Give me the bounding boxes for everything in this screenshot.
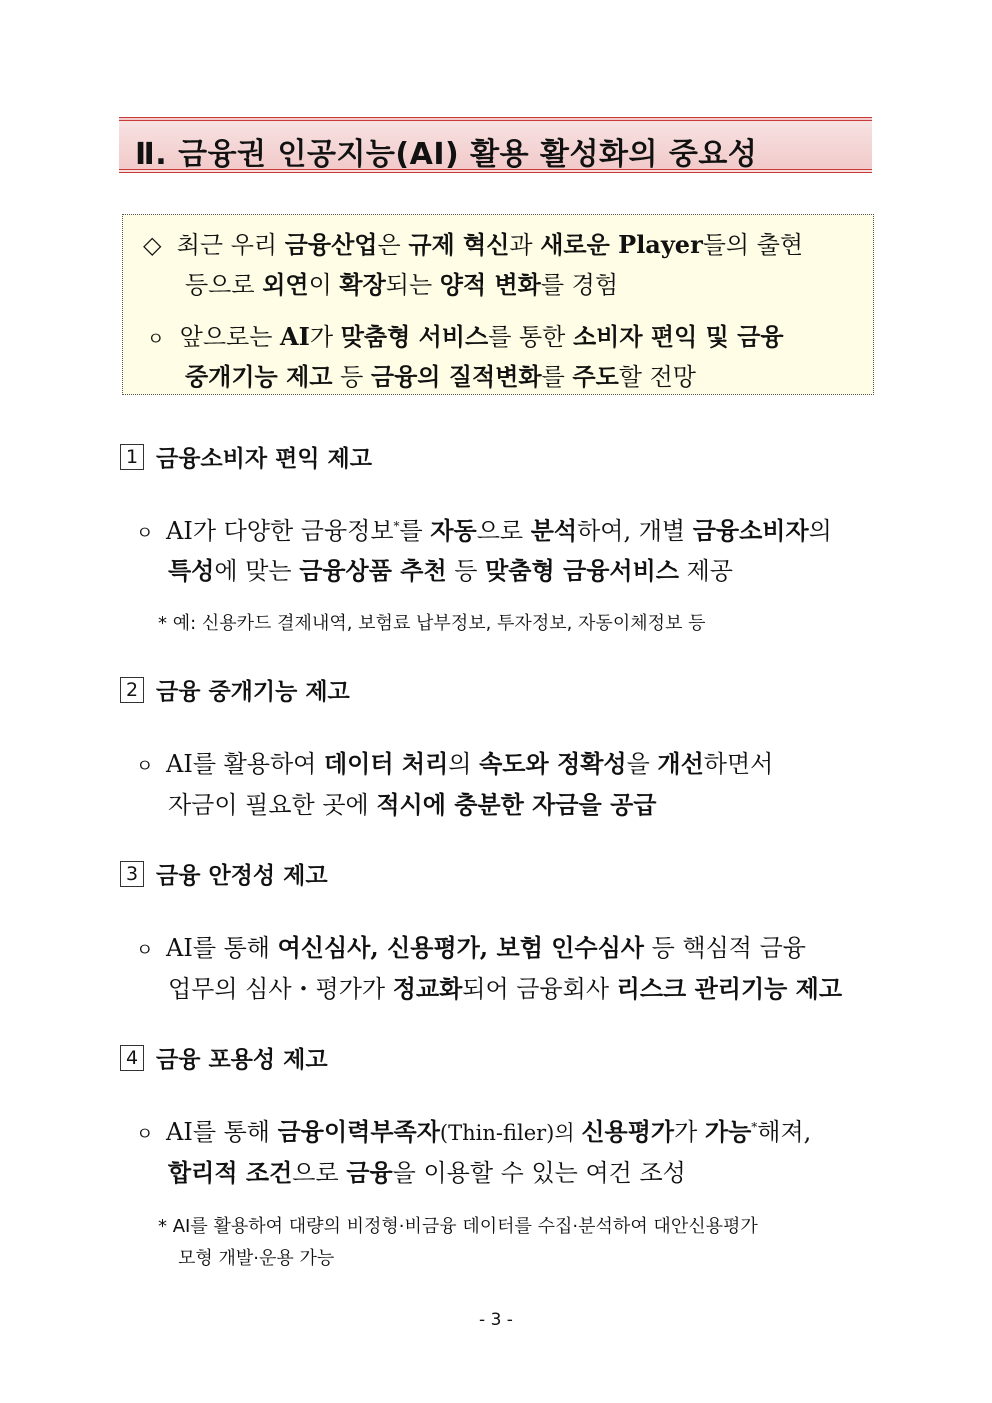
paragraph-line: 자금이 필요한 곳에 적시에 충분한 자금을 공급 <box>168 790 657 819</box>
paragraph-line: ㅇ AI가 다양한 금융정보*를 자동으로 분석하여, 개별 금융소비자의 <box>136 516 832 545</box>
section-heading-2 <box>120 673 350 703</box>
summary-line-3: ㅇ 앞으로는 AI가 맞춤형 서비스를 통한 소비자 편익 및 금융 <box>147 322 784 351</box>
paragraph-line: ㅇ AI를 통해 금융이력부족자(Thin-filer)의 신용평가가 가능*해져, <box>136 1117 812 1146</box>
section-number: 4 <box>120 1045 144 1071</box>
circle-bullet-icon: ㅇ <box>136 940 154 961</box>
footnote-continued: 모형 개발·운용 가능 <box>178 1248 335 1269</box>
footnote: * 예: 신용카드 결제내역, 보험료 납부정보, 투자정보, 자동이체정보 등 <box>158 613 706 634</box>
section-heading-1 <box>120 440 372 470</box>
summary-line-4: 중개기능 제고 등 금융의 질적변화를 주도할 전망 <box>185 362 696 391</box>
section-title-box <box>119 117 872 173</box>
section-heading-4 <box>120 1041 328 1071</box>
section-label: 금융 포용성 제고 <box>156 1047 328 1073</box>
diamond-bullet-icon: ◇ <box>143 231 162 259</box>
section-number: 3 <box>120 861 144 887</box>
paragraph-line: 업무의 심사・평가가 정교화되어 금융회사 리스크 관리기능 제고 <box>168 974 843 1003</box>
section-label: 금융 중개기능 제고 <box>156 679 350 705</box>
section-label: 금융소비자 편익 제고 <box>156 446 372 472</box>
paragraph-line: ㅇ AI를 통해 여신심사, 신용평가, 보험 인수심사 등 핵심적 금융 <box>136 933 806 962</box>
summary-line-2: 등으로 외연이 확장되는 양적 변화를 경험 <box>185 270 619 299</box>
paragraph-line: ㅇ AI를 활용하여 데이터 처리의 속도와 정확성을 개선하면서 <box>136 749 774 778</box>
footnote: * AI를 활용하여 대량의 비정형·비금융 데이터를 수집·분석하여 대안신용평가 <box>158 1216 758 1237</box>
section-number: 1 <box>120 444 144 470</box>
section-label: 금융 안정성 제고 <box>156 863 328 889</box>
section-title: Ⅱ. 금융권 인공지능(AI) 활용 활성화의 중요성 <box>135 137 758 172</box>
paragraph-line: 특성에 맞는 금융상품 추천 등 맞춤형 금융서비스 제공 <box>168 556 733 585</box>
page-number: - 3 - <box>479 1310 513 1330</box>
section-number: 2 <box>120 677 144 703</box>
section-heading-3 <box>120 857 328 887</box>
paragraph-line: 합리적 조건으로 금융을 이용할 수 있는 여건 조성 <box>168 1158 686 1187</box>
circle-bullet-icon: ㅇ <box>136 523 154 544</box>
circle-bullet-icon: ㅇ <box>136 1124 154 1145</box>
summary-line-1: ◇ 최근 우리 금융산업은 규제 혁신과 새로운 Player들의 출현 <box>143 230 804 259</box>
circle-bullet-icon: ㅇ <box>147 329 165 350</box>
summary-box <box>122 214 874 395</box>
circle-bullet-icon: ㅇ <box>136 756 154 777</box>
